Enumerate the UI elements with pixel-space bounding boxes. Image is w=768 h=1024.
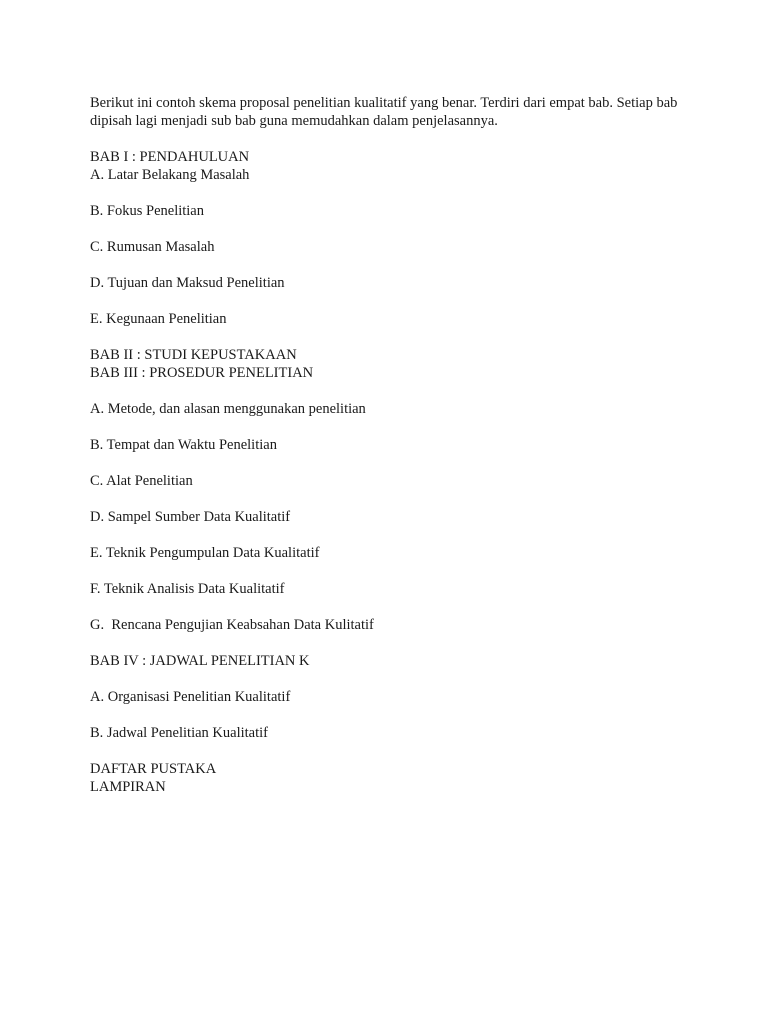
bab1-item-b: B. Fokus Penelitian [90, 203, 204, 219]
lampiran: LAMPIRAN [90, 779, 166, 795]
bab3-item-e: E. Teknik Pengumpulan Data Kualitatif [90, 545, 320, 561]
daftar-pustaka: DAFTAR PUSTAKA [90, 761, 217, 777]
bab2-title: BAB II : STUDI KEPUSTAKAAN [90, 347, 297, 363]
bab1-item-e: E. Kegunaan Penelitian [90, 311, 227, 327]
intro-paragraph: Berikut ini contoh skema proposal penelitian kualitatif yang benar. Terdiri dari empat bab. Setiap bab dipisah lagi menjadi sub bab guna memudahkan dalam penjelasannya. [90, 95, 678, 129]
bab4-item-b: B. Jadwal Penelitian Kualitatif [90, 725, 268, 741]
bab4-title: BAB IV : JADWAL PENELITIAN K [90, 653, 310, 669]
bab1-item-c: C. Rumusan Masalah [90, 239, 215, 255]
bab3-item-g: G. Rencana Pengujian Keabsahan Data Kulitatif [90, 617, 374, 633]
bab3-item-b: B. Tempat dan Waktu Penelitian [90, 437, 277, 453]
bab3-title: BAB III : PROSEDUR PENELITIAN [90, 365, 314, 381]
bab3-item-d: D. Sampel Sumber Data Kualitatif [90, 509, 291, 525]
bab1-item-a: A. Latar Belakang Masalah [90, 167, 250, 183]
bab1-title: BAB I : PENDAHULUAN [90, 149, 250, 165]
bab1-item-d: D. Tujuan dan Maksud Penelitian [90, 275, 285, 291]
bab3-item-c: C. Alat Penelitian [90, 473, 193, 489]
document-page [90, 94, 710, 796]
bab3-item-f: F. Teknik Analisis Data Kualitatif [90, 581, 285, 597]
bab3-item-a: A. Metode, dan alasan menggunakan penelitian [90, 401, 366, 417]
bab4-item-a: A. Organisasi Penelitian Kualitatif [90, 689, 291, 705]
